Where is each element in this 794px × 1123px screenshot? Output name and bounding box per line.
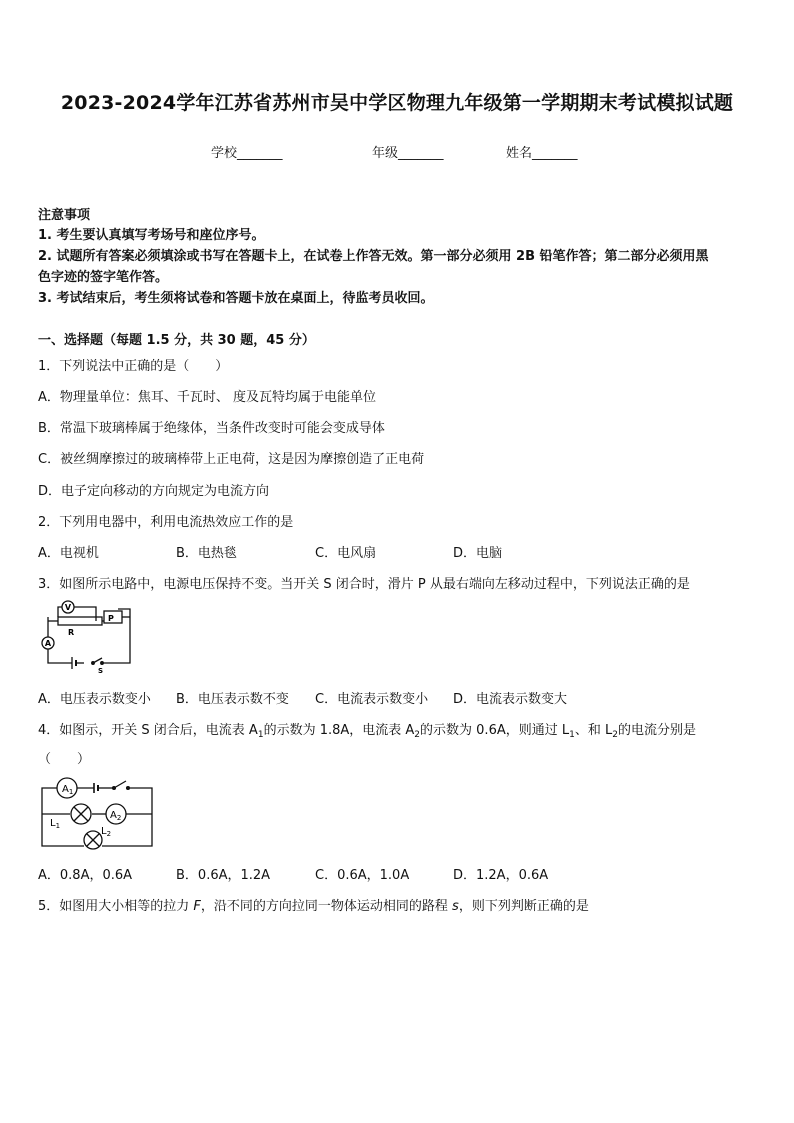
- question-3-stem: 3．如图所示电路中，电源电压保持不变。当开关 S 闭合时，滑片 P 从最右端向左移动过程中，下列说法正确的是: [38, 577, 690, 592]
- lamp-l2-icon: [84, 831, 102, 849]
- svg-text:A1: $A_1$: [62, 784, 74, 796]
- question-1-option-a: A．物理量单位：焦耳、千瓦时、 度及瓦特均属于电能单位: [38, 390, 377, 405]
- question-3-option-a: A．电压表示数变小: [38, 692, 151, 707]
- notes-item: 3. 考试结束后，考生须将试卷和答题卡放在桌面上，待监考员收回。: [38, 291, 434, 306]
- lamp-l1-icon: [71, 804, 91, 824]
- question-4-option-c: C．0.6A，1.0A: [315, 868, 410, 883]
- exam-title: 2023-2024学年江苏省苏州市吴中学区物理九年级第一学期期末考试模拟试题: [60, 92, 734, 114]
- question-3-option-d: D．电流表示数变大: [453, 692, 568, 707]
- question-1-option-b: B．常温下玻璃棒属于绝缘体，当条件改变时可能会变成导体: [38, 421, 385, 436]
- question-3-option-c: C．电流表示数变小: [315, 692, 429, 707]
- question-1-option-c: C．被丝绸摩擦过的玻璃棒带上正电荷，这是因为摩擦创造了正电荷: [38, 452, 425, 467]
- question-4-option-a: A．0.8A，0.6A: [38, 868, 133, 883]
- question-2-stem: 2．下列用电器中，利用电流热效应工作的是: [38, 515, 294, 530]
- school-field: 学校_______: [211, 146, 283, 161]
- question-4-option-b: B．0.6A，1.2A: [176, 868, 271, 883]
- slider-label: P: [108, 614, 114, 623]
- grade-field: 年级_______: [372, 146, 444, 161]
- svg-text:L2: $L_2$: [101, 826, 112, 838]
- question-2-option-d: D．电脑: [453, 546, 503, 561]
- question-2-option-a: A．电视机: [38, 546, 99, 561]
- question-2-option-c: C．电风扇: [315, 546, 377, 561]
- question-4-option-d: D．1.2A，0.6A: [453, 868, 549, 883]
- notes-heading: 注意事项: [38, 208, 91, 223]
- notes-item: 色字迹的签字笔作答。: [38, 270, 169, 285]
- resistor-label: R: [68, 628, 75, 637]
- notes-item: 1. 考生要认真填写考场号和座位序号。: [38, 228, 265, 243]
- notes-item: 2. 试题所有答案必须填涂或书写在答题卡上，在试卷上作答无效。第一部分必须用 2B 铅笔作答；第二部分必须用黑: [38, 249, 709, 264]
- lamp-l1-label: L: [50, 818, 56, 829]
- lamp-l2-label: L: [101, 826, 107, 837]
- switch-label: S: [98, 667, 104, 673]
- voltmeter-label: V: [64, 603, 72, 612]
- question-4-stem: 4．如图示，开关 S 闭合后，电流表 $A_1$的示数为 1.8A，电流表 $A_2$的示数为 0.6A，则通过 $L_1$、和 $L_2$的电流分别是: [38, 723, 696, 740]
- question-1-stem: 1．下列说法中正确的是（ ）: [38, 359, 229, 374]
- svg-text:L1: $L_1$: [50, 818, 61, 830]
- question-4-stem-line2: （ ）: [38, 752, 91, 767]
- question-2-option-b: B．电热毯: [176, 546, 237, 561]
- question-5-stem: 5．如图用大小相等的拉力 F，沿不同的方向拉同一物体运动相同的路程 s，则下列判断正确的是: [38, 899, 589, 914]
- section-header: 一、选择题（每题 1.5 分，共 30 题，45 分）: [38, 333, 315, 348]
- question-4-circuit-diagram: [38, 774, 158, 854]
- ammeter-label: A: [44, 639, 52, 648]
- ammeter-a2-label: A: [110, 810, 117, 821]
- name-field: 姓名_______: [506, 146, 578, 161]
- question-3-circuit-diagram: [38, 597, 138, 673]
- question-3-option-b: B．电压表示数不变: [176, 692, 289, 707]
- ammeter-a1-label: A: [62, 784, 69, 795]
- question-1-option-d: D．电子定向移动的方向规定为电流方向: [38, 484, 270, 499]
- svg-text:A2: $A_2$: [110, 810, 122, 822]
